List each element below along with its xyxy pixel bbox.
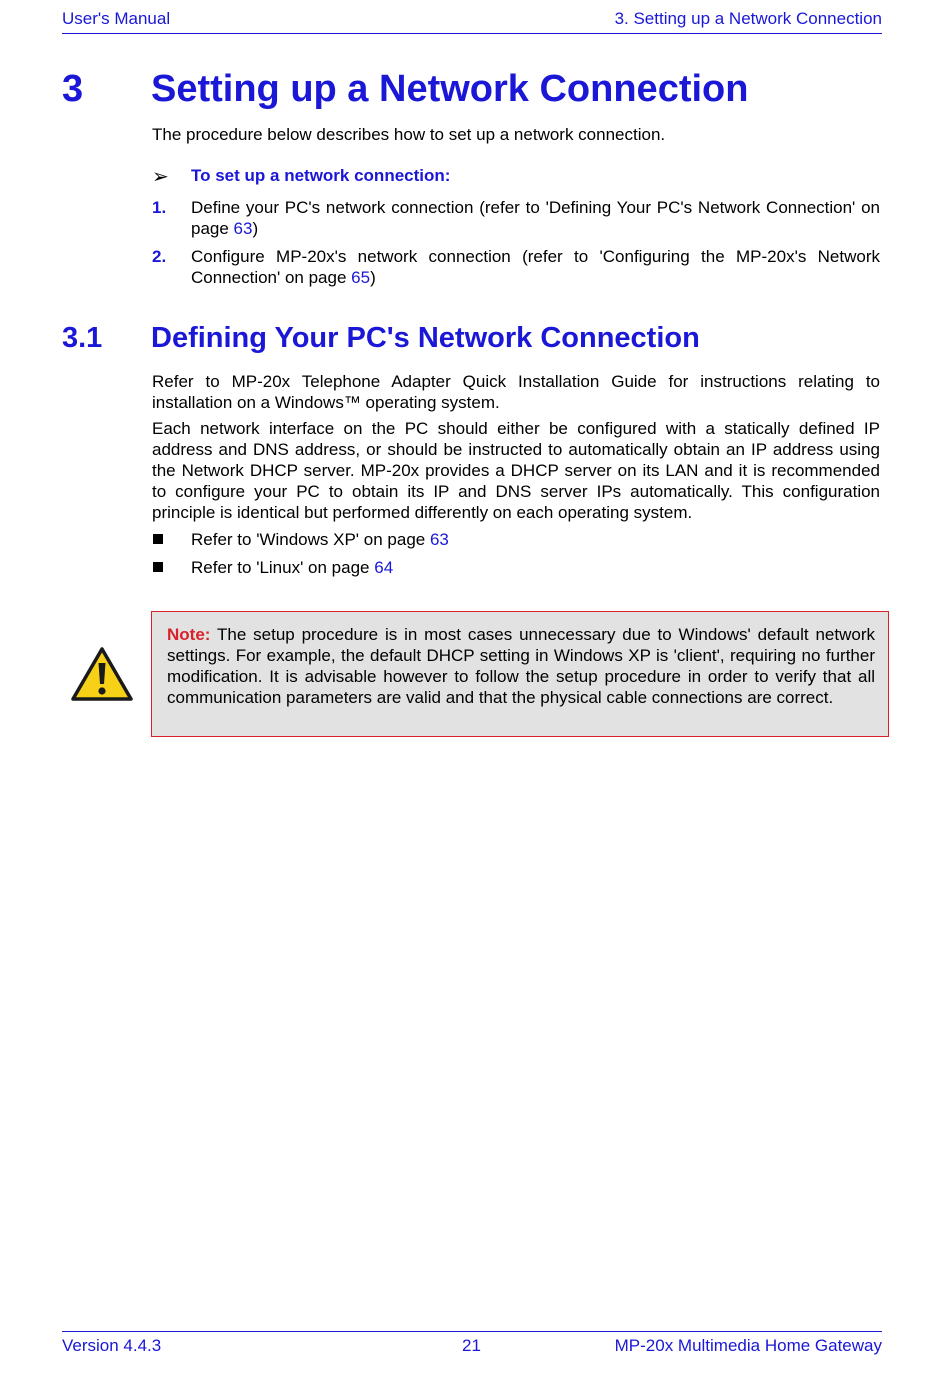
list-item-body: Refer to 'Windows XP' on page <box>191 530 430 549</box>
procedure-label: To set up a network connection: <box>191 166 451 185</box>
step-text <box>191 246 880 288</box>
warning-icon <box>70 646 134 702</box>
header-manual-title: User's Manual <box>62 9 171 28</box>
page-link[interactable]: 64 <box>374 558 394 577</box>
step-text-suffix: ) <box>252 219 259 238</box>
section-number: 3 <box>62 68 84 110</box>
page-link[interactable]: 65 <box>351 268 371 287</box>
list-item-text <box>191 529 449 550</box>
subsection-title: Defining Your PC's Network Connection <box>151 322 700 354</box>
footer-page-number: 21 <box>462 1336 481 1355</box>
procedure-heading <box>152 164 880 188</box>
step-number: 1. <box>152 198 167 217</box>
step-text-suffix: ) <box>370 268 376 287</box>
footer-version: Version 4.4.3 <box>62 1336 162 1355</box>
header-chapter-title: 3. Setting up a Network Connection <box>614 9 882 28</box>
footer-product-name: MP-20x Multimedia Home Gateway <box>614 1336 882 1355</box>
note-box <box>151 611 889 737</box>
section-intro: The procedure below describes how to set up a network connection. <box>152 125 666 144</box>
note-label: Note: <box>167 625 211 644</box>
page-footer <box>62 1331 882 1360</box>
arrow-icon: ➢ <box>152 166 169 188</box>
list-item-text <box>191 557 393 578</box>
subsection-number: 3.1 <box>62 322 103 354</box>
page-link[interactable]: 63 <box>233 219 253 238</box>
step-text-body: Configure MP-20x's network connection (refer to 'Configuring the MP-20x's Network Connection' on page <box>191 247 880 287</box>
paragraph: Refer to MP-20x Telephone Adapter Quick Installation Guide for instructions relating to installation on a Windows™ operating system. <box>152 372 880 412</box>
step-text-body: Define your PC's network connection (refer to 'Defining Your PC's Network Connection' on page <box>191 198 880 238</box>
page-link[interactable]: 63 <box>429 530 449 549</box>
step-number: 2. <box>152 247 167 266</box>
note-text <box>167 624 875 708</box>
list-item-body: Refer to 'Linux' on page <box>191 558 375 577</box>
step-text <box>191 197 880 239</box>
bullet-square-icon <box>153 562 163 572</box>
paragraph: Each network interface on the PC should either be configured with a statically defined IP address and DNS address, or should be instructed to automatically obtain an IP address using the Network DHCP server. MP-20x provides a DHCP server on its LAN and it is recommended to configure your PC to obtain its IP and DNS server IPs automatically. This configuration principle is identical but performed differently on each operating system. <box>152 419 880 522</box>
section-title: Setting up a Network Connection <box>151 68 749 110</box>
page-header <box>62 9 882 34</box>
note-body: The setup procedure is in most cases unnecessary due to Windows' default network settings. For example, the default DHCP setting in Windows XP is 'client', requiring no further modification. It is advisable however to follow the setup procedure in order to verify that all communication parameters are valid and that the physical cable connections are correct. <box>167 625 875 707</box>
bullet-square-icon <box>153 534 163 544</box>
